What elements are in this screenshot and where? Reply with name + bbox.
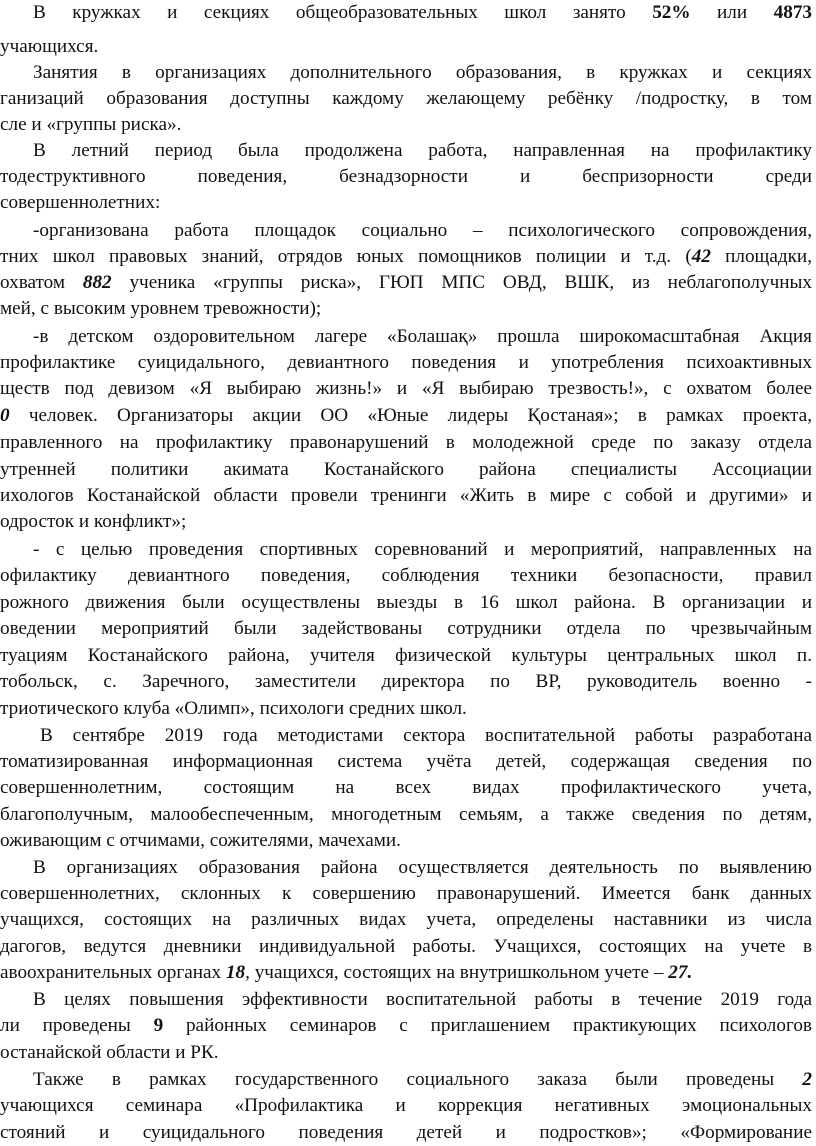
text-line [33, 537, 812, 563]
text-segment: ли проведены [0, 1015, 154, 1036]
text-line [0, 457, 812, 483]
text-segment: человек. Организаторы акции ОО «Юные лидеры Қостаная»; в рамках проекта, [9, 405, 812, 426]
text-line [0, 1093, 812, 1119]
text-segment: останайской области и РК. [0, 1042, 219, 1063]
text-segment: , учащихся, состоящих на внутришкольном учете – [245, 962, 669, 983]
text-segment: учащихся, состоящих на различных видах учета, определены наставники из числа [0, 909, 812, 930]
text-segment: площадки, [710, 246, 812, 267]
text-segment: В целях повышения эффективности воспитательной работы в течение 2019 года [33, 989, 812, 1010]
text-segment: 42 [691, 246, 711, 267]
text-segment: ихологов Костанайской области провели тренинги «Жить в мире с собой и другими» и [0, 485, 812, 506]
text-segment: Занятия в организациях дополнительного образования, в кружках и секциях [33, 62, 812, 83]
text-segment: -организована работа площадок социально – психологического сопровождения, [33, 220, 812, 241]
text-line [0, 430, 812, 456]
text-segment: дагогов, ведутся дневники индивидуальной работы. Учащихся, состоящих на учете в [0, 936, 812, 957]
text-segment: офилактику девиантного поведения, соблюдения техники безопасности, правил [0, 565, 812, 586]
text-line [0, 563, 812, 589]
text-line [33, 324, 812, 350]
text-segment: совершеннолетних, склонных к совершению правонарушений. Имеется банк данных [0, 883, 812, 904]
text-line [33, 1067, 812, 1093]
text-segment: 27. [668, 962, 693, 983]
text-line [33, 218, 812, 244]
text-segment: 0 [0, 405, 10, 426]
text-segment: правленного на профилактику правонарушений в молодежной среде по заказу отдела [0, 432, 812, 453]
text-segment: ученика «группы риска», ГЮП МПС ОВД, ВШК, из неблагополучных [111, 272, 813, 293]
text-line [0, 296, 812, 322]
text-line [0, 1013, 812, 1039]
text-line [33, 0, 812, 26]
text-segment: 18 [225, 962, 246, 983]
text-segment: томатизированная информационная система учёта детей, содержащая сведения по [0, 751, 812, 772]
text-segment: оведении мероприятий были задействованы сотрудники отдела по чрезвычайным [0, 618, 812, 639]
text-segment: 4873 [773, 2, 812, 23]
text-segment: 52% [652, 2, 691, 23]
text-segment: тодеструктивного поведения, безнадзорности и беспризорности среди [0, 166, 812, 187]
text-line [0, 164, 812, 190]
text-line [0, 828, 812, 854]
text-line [0, 483, 812, 509]
text-line [0, 802, 812, 828]
text-line [0, 960, 812, 986]
text-segment: охватом [0, 272, 83, 293]
text-segment: учающихся. [0, 36, 99, 57]
text-segment: В кружках и секциях общеобразовательных школ занято [33, 2, 653, 23]
text-line [0, 881, 812, 907]
text-segment: одросток и конфликт»; [0, 511, 187, 532]
text-segment: ганизаций образования доступны каждому желающему ребёнку /подростку, в том [0, 88, 812, 109]
text-line [0, 376, 812, 402]
text-segment: благополучным, малообеспеченным, многодетным семьям, а также сведения по детям, [0, 804, 812, 825]
text-segment: -в детском оздоровительном лагере «Болашақ» прошла широкомасштабная Акция [33, 326, 812, 347]
text-line [0, 669, 812, 695]
text-segment: профилактике суицидального, девиантного поведения и употребления психоактивных [0, 352, 812, 373]
text-line [0, 775, 812, 801]
text-segment: авоохранительных органах [0, 962, 226, 983]
text-segment: ществ под девизом «Я выбираю жизнь!» и «Я выбираю трезвость!», с охватом более [0, 378, 812, 399]
text-line [33, 987, 812, 1013]
text-segment: тобольск, с. Заречного, заместители директора по ВР, руководитель военно - [0, 671, 812, 692]
text-segment: триотического клуба «Олимп», психологи средних школ. [0, 698, 467, 719]
text-segment: совершеннолетним, состоящим на всех видах профилактического учета, [0, 777, 812, 798]
text-segment: сле и «группы риска». [0, 114, 182, 135]
text-line [0, 509, 812, 535]
text-line [0, 643, 812, 669]
text-line [0, 34, 812, 60]
text-line [0, 244, 812, 270]
text-line [0, 270, 812, 296]
text-segment: - с целью проведения спортивных соревнований и мероприятий, направленных на [33, 539, 812, 560]
text-segment: 2 [802, 1069, 812, 1090]
text-line [0, 1120, 812, 1146]
text-line [0, 590, 812, 616]
text-line [0, 350, 812, 376]
text-line [0, 112, 812, 138]
text-line [0, 696, 812, 722]
text-segment: совершеннолетних: [0, 192, 161, 213]
text-line [0, 934, 812, 960]
text-segment: утренней политики акимата Костанайского района специалисты Ассоциации [0, 459, 812, 480]
text-line [0, 403, 812, 429]
text-segment: мей, с высоким уровнем тревожности); [0, 298, 322, 319]
text-segment: В летний период была продолжена работа, направленная на профилактику [33, 140, 812, 161]
text-segment: В организациях образования района осуществляется деятельность по выявлению [33, 857, 812, 878]
text-segment: туациям Костанайского района, учителя физической культуры центральных школ п. [0, 645, 812, 666]
text-segment: Также в рамках государственного социального заказа были проведены [33, 1069, 803, 1090]
text-line [0, 749, 812, 775]
text-line [40, 723, 812, 749]
text-line [0, 1040, 812, 1066]
text-line [0, 907, 812, 933]
text-line [0, 190, 812, 216]
text-segment: рожного движения были осуществлены выезды в 16 школ района. В организации и [0, 592, 812, 613]
text-line [33, 60, 812, 86]
text-line [0, 616, 812, 642]
text-segment: В сентябре 2019 года методистами сектора воспитательной работы разработана [40, 725, 812, 746]
text-segment: стояний и суицидального поведения детей и подростков»; «Формирование [0, 1122, 812, 1143]
text-segment: или [690, 2, 774, 23]
text-line [33, 138, 812, 164]
text-line [33, 855, 812, 881]
text-line [0, 86, 812, 112]
text-segment: тних школ правовых знаний, отрядов юных помощников полиции и т.д. ( [0, 246, 692, 267]
text-segment: 882 [82, 272, 112, 293]
text-segment: учающихся семинара «Профилактика и коррекция негативных эмоциональных [0, 1095, 812, 1116]
text-segment: районных семинаров с приглашением практикующих психологов [163, 1015, 812, 1036]
text-segment: 9 [153, 1015, 164, 1036]
text-segment: оживающим с отчимами, сожителями, мачехами. [0, 830, 401, 851]
